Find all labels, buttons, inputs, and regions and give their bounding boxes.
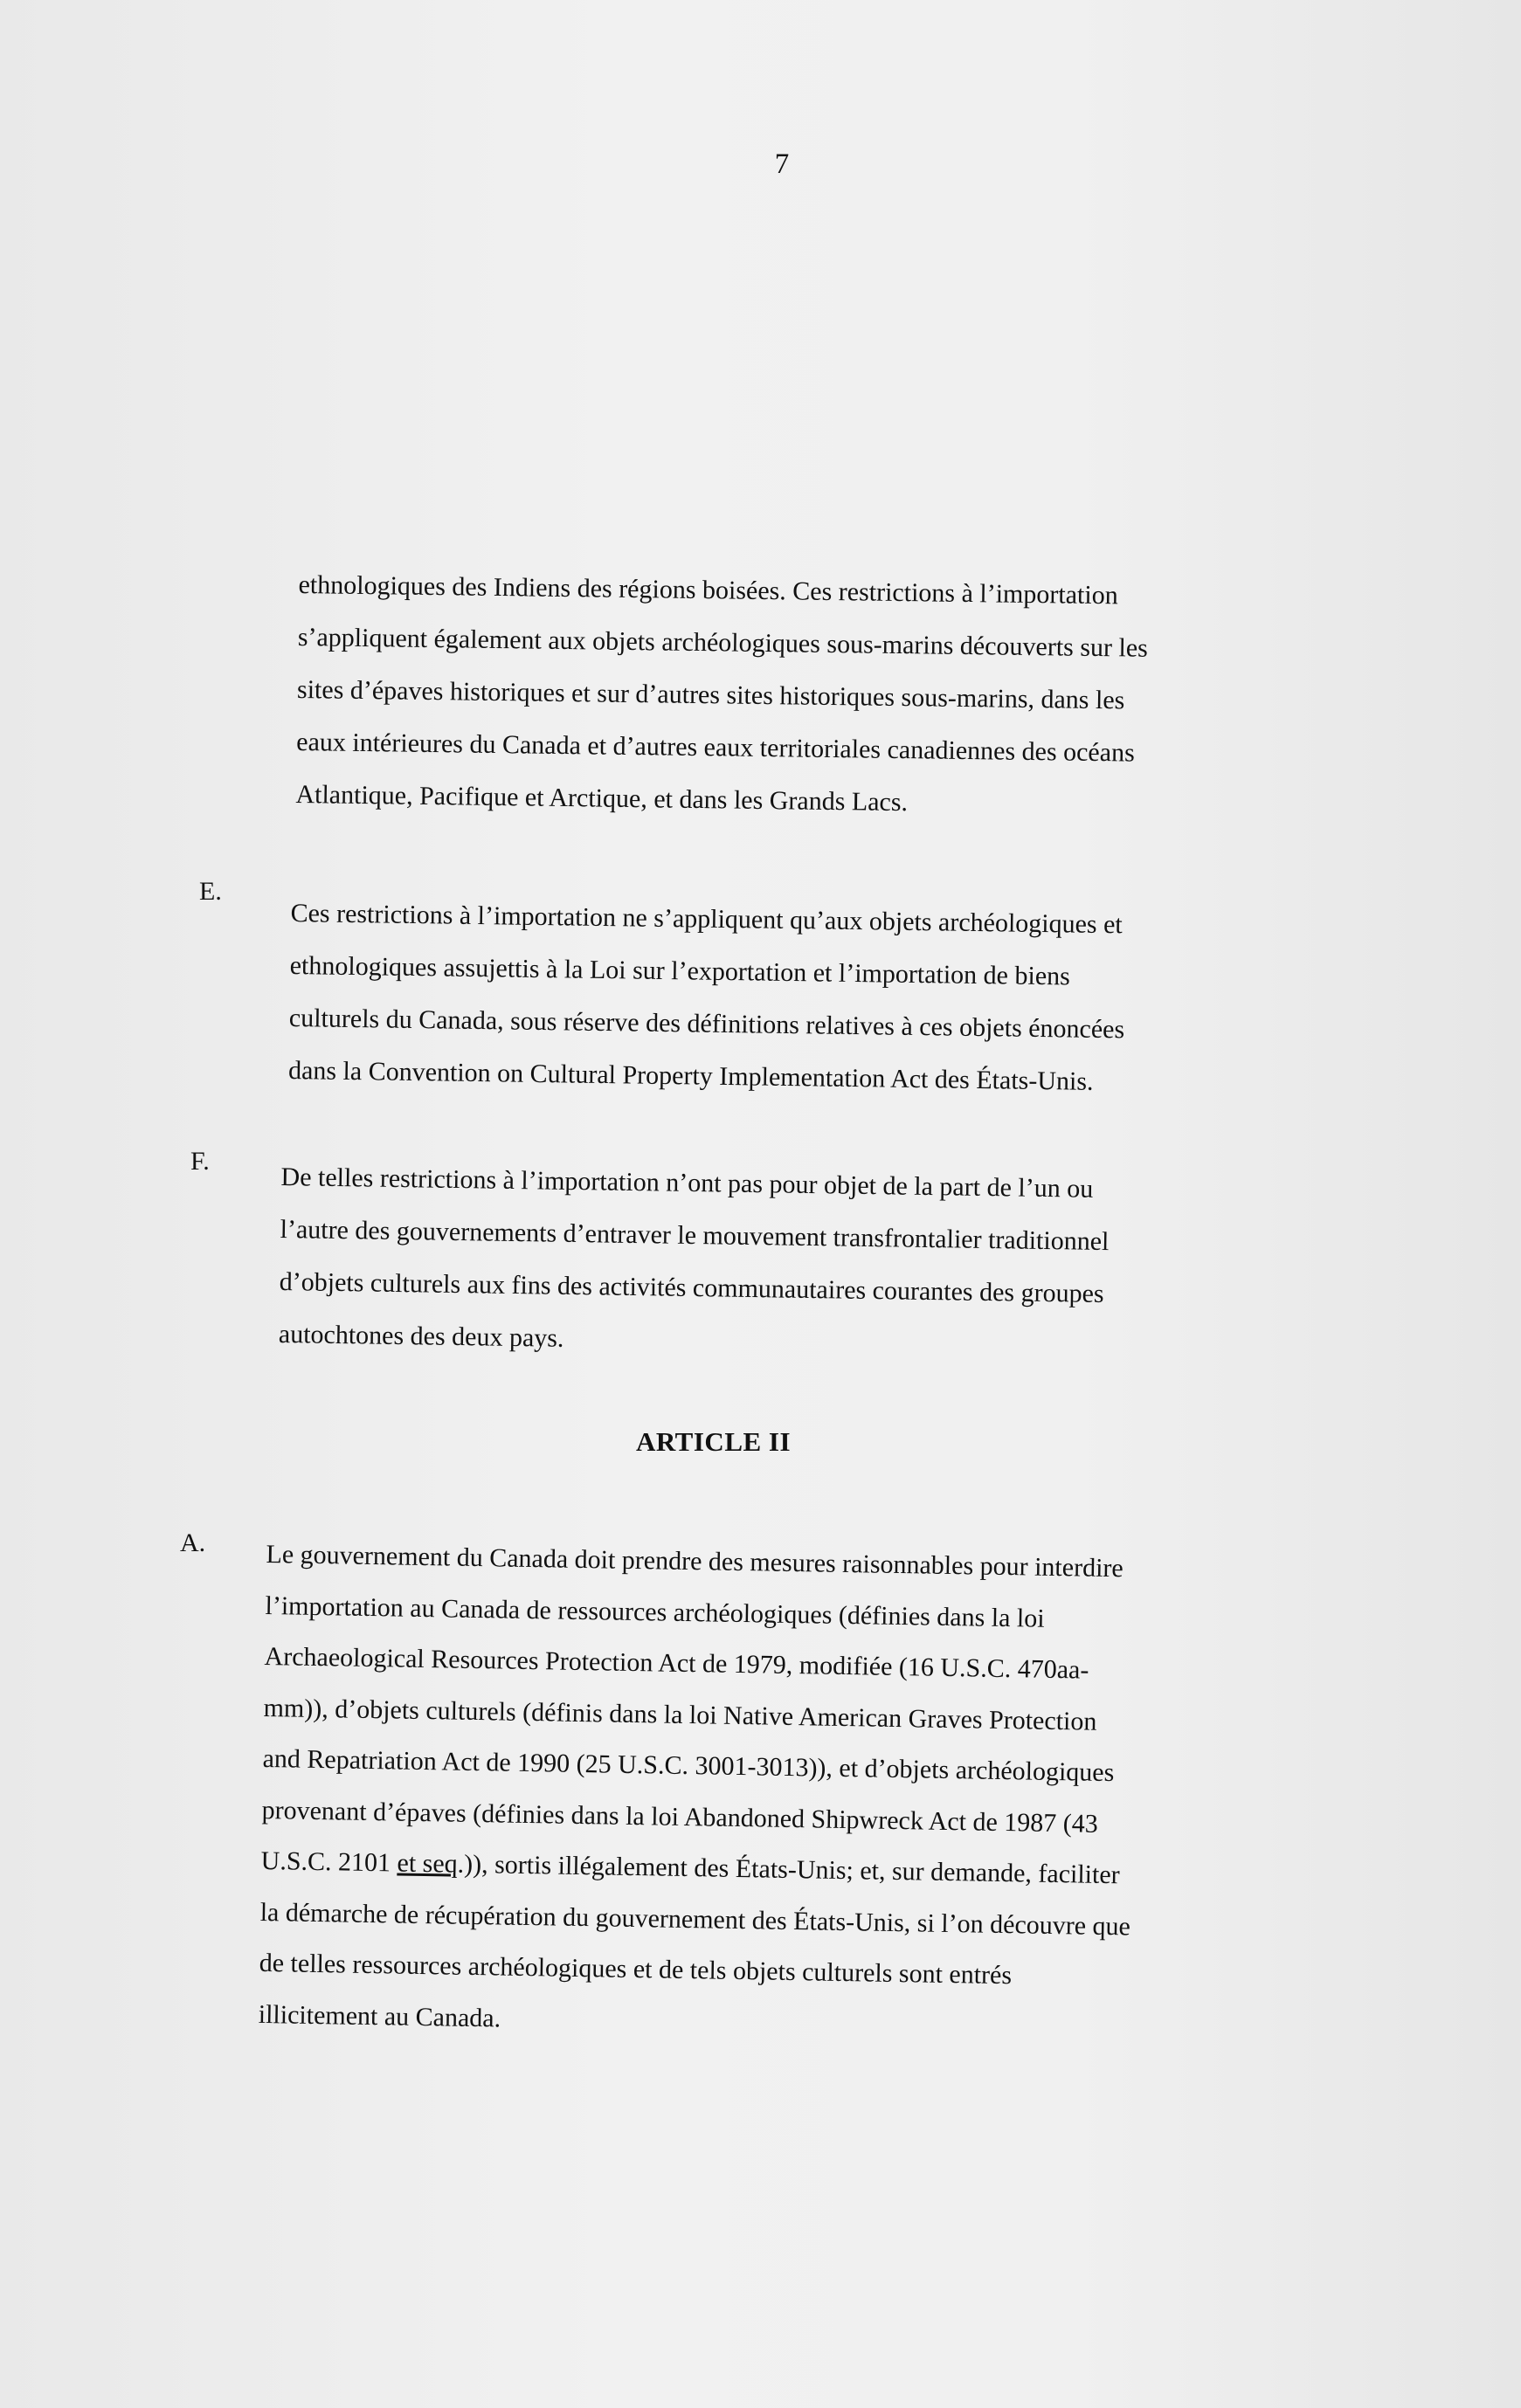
text-line: Le gouvernement du Canada doit prendre des mesures raisonnables pour interdire xyxy=(266,1539,1124,1583)
text-line: culturels du Canada, sous réserve des définitions relatives à ces objets énoncées xyxy=(288,1003,1125,1045)
section-e-paragraph xyxy=(288,887,1127,1108)
text-segment: U.S.C. 2101 xyxy=(260,1846,398,1878)
continuation-paragraph xyxy=(295,559,1149,832)
text-line: autochtones des deux pays. xyxy=(278,1319,564,1353)
article-ii-a-paragraph xyxy=(258,1529,1137,2054)
text-line: De telles restrictions à l’importation n’ont pas pour objet de la part de l’un ou xyxy=(280,1162,1094,1204)
text-line: provenant d’épaves (définies dans la loi Abandoned Shipwreck Act de 1987 (43 xyxy=(261,1795,1099,1839)
section-f-paragraph xyxy=(278,1151,1110,1373)
text-line: l’importation au Canada de ressources archéologiques (définies dans la loi xyxy=(265,1590,1045,1633)
text-segment: .)), sortis illégalement des États-Unis; et, sur demande, faciliter xyxy=(457,1849,1120,1890)
text-line: d’objets culturels aux fins des activités communautaires courantes des groupes xyxy=(279,1266,1104,1308)
underlined-et-seq: et seq xyxy=(397,1848,458,1879)
text-line: l’autre des gouvernements d’entraver le mouvement transfrontalier traditionnel xyxy=(280,1214,1110,1257)
text-line: ethnologiques des Indiens des régions boisées. Ces restrictions à l’importation xyxy=(298,569,1118,611)
article-ii-a-label: A. xyxy=(180,1528,206,1557)
text-line: illicitement au Canada. xyxy=(258,1999,501,2033)
text-line: eaux intérieures du Canada et d’autres eaux territoriales canadiennes des océans xyxy=(296,727,1135,768)
section-f-label: F. xyxy=(190,1147,210,1176)
section-e-label: E. xyxy=(199,877,222,906)
article-heading: ARTICLE II xyxy=(636,1426,792,1457)
text-line: dans la Convention on Cultural Property Implementation Act des États-Unis. xyxy=(287,1055,1094,1096)
text-line: Atlantique, Pacifique et Arctique, et dans les Grands Lacs. xyxy=(295,779,909,818)
text-line: de telles ressources archéologiques et de tels objets culturels sont entrés xyxy=(259,1948,1013,1991)
text-line: Ces restrictions à l’importation ne s’appliquent qu’aux objets archéologiques et xyxy=(290,898,1123,940)
text-line: ethnologiques assujettis à la Loi sur l’exportation et l’importation de biens xyxy=(289,950,1071,991)
text-line: and Repatriation Act de 1990 (25 U.S.C. 3001-3013)), et d’objets archéologiques xyxy=(262,1743,1115,1788)
text-line: la démarche de récupération du gouvernement des États-Unis, si l’on découvre que xyxy=(259,1897,1131,1941)
text-line: sites d’épaves historiques et sur d’autres sites historiques sous-marins, dans les xyxy=(296,674,1125,715)
text-line: mm)), d’objets culturels (définis dans la loi Native American Graves Protection xyxy=(263,1693,1097,1736)
text-line: s’appliquent également aux objets archéologiques sous-marins découverts sur les xyxy=(297,622,1149,663)
text-line: Archaeological Resources Protection Act de 1979, modifiée (16 U.S.C. 470aa- xyxy=(264,1641,1089,1685)
page-number: 7 xyxy=(774,148,790,180)
